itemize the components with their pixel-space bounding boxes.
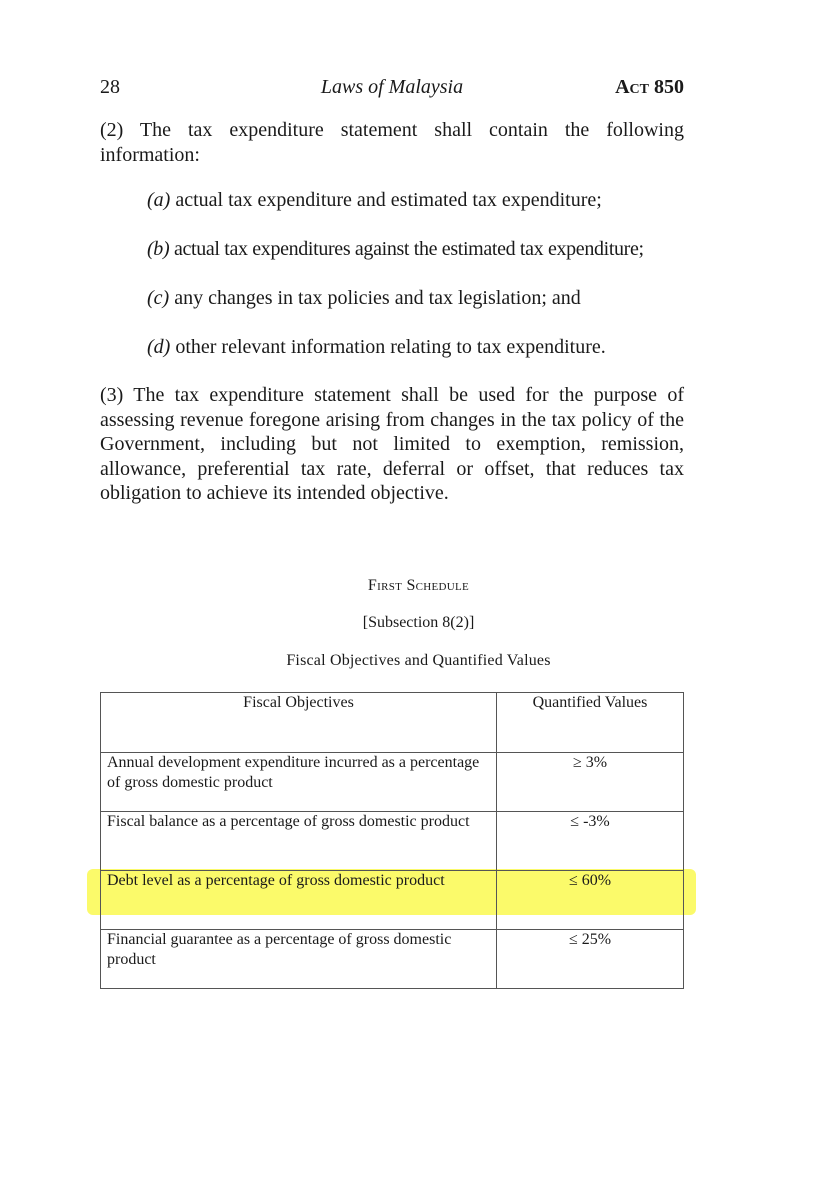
objective-cell: Financial guarantee as a percentage of gross domestic product [101,930,497,989]
column-header-values: Quantified Values [497,693,684,753]
table-row [101,930,684,989]
running-header [100,76,684,102]
header-title: Laws of Malaysia [320,76,464,98]
objective-cell: Debt level as a percentage of gross domestic product [101,871,497,930]
list-item-text: other relevant information relating to tax expenditure. [175,336,606,358]
value-cell: ≤ 60% [497,871,684,930]
list-item-a [147,188,684,212]
value-cell: ≥ 3% [497,753,684,812]
subsection-2: (2) The tax expenditure statement shall contain the following information: [100,119,684,166]
list-item-text: any changes in tax policies and tax legislation; and [174,287,581,309]
fiscal-objectives-table [100,692,684,989]
table-row [101,753,684,812]
list-item-label: (a) [147,189,171,211]
act-number: 850 [654,76,684,98]
list-item-c [147,286,684,310]
value-cell: ≤ -3% [497,812,684,871]
page-number: 28 [100,76,120,98]
list-item-text: actual tax expenditures against the estimated tax expenditure; [173,238,644,260]
list-item-text: actual tax expenditure and estimated tax expenditure; [175,189,602,211]
list-item-d [147,335,684,359]
table-row [101,812,684,871]
act-label [615,76,684,99]
subsection-3: (3) The tax expenditure statement shall be used for the purpose of assessing revenue foregone arising from changes in the tax policy of the Government, including but not limited to exemption, remission, allowance, preferential tax rate, deferral or offset, that reduces tax obligation to achieve its intended objective. [100,384,684,504]
schedule-heading: First Schedule [367,577,470,594]
list-item-label: (d) [147,336,171,358]
value-cell: ≤ 25% [497,930,684,989]
act-prefix: Act [615,76,649,98]
list-item-label: (b) [147,238,170,260]
table-header-row [101,693,684,753]
objective-cell: Fiscal balance as a percentage of gross domestic product [101,812,497,871]
table-row-highlighted [101,871,684,930]
list-item-label: (c) [147,287,170,309]
column-header-objectives: Fiscal Objectives [101,693,497,753]
objective-cell: Annual development expenditure incurred as a percentage of gross domestic product [101,753,497,812]
list-item-b [147,237,684,261]
table-title: Fiscal Objectives and Quantified Values [286,652,551,669]
schedule-subsection-ref: [Subsection 8(2)] [362,614,475,631]
